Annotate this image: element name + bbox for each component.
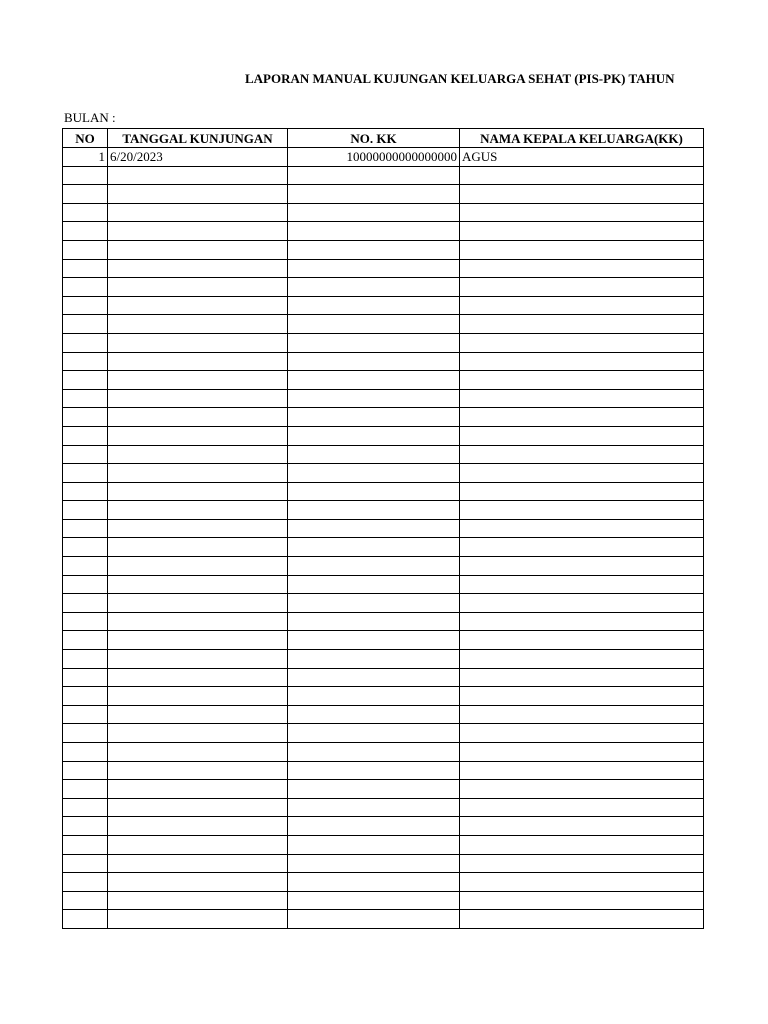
cell-no-kk xyxy=(288,910,460,929)
cell-nama xyxy=(460,296,704,315)
cell-no-kk xyxy=(288,631,460,650)
cell-tanggal xyxy=(108,240,288,259)
cell-no-kk xyxy=(288,240,460,259)
table-row xyxy=(63,185,704,204)
table-row xyxy=(63,148,704,167)
cell-no xyxy=(63,873,108,892)
cell-tanggal xyxy=(108,464,288,483)
table-header-row xyxy=(63,129,704,148)
cell-nama xyxy=(460,817,704,836)
cell-no xyxy=(63,780,108,799)
cell-nama xyxy=(460,538,704,557)
table-row xyxy=(63,631,704,650)
table-row xyxy=(63,296,704,315)
column-header-no: NO xyxy=(63,129,108,148)
cell-nama xyxy=(460,185,704,204)
cell-nama xyxy=(460,873,704,892)
cell-nama xyxy=(460,650,704,669)
table-row xyxy=(63,575,704,594)
cell-no-kk xyxy=(288,575,460,594)
cell-no-kk xyxy=(288,222,460,241)
table-row xyxy=(63,705,704,724)
cell-tanggal xyxy=(108,426,288,445)
table-row xyxy=(63,445,704,464)
cell-nama xyxy=(460,519,704,538)
cell-no xyxy=(63,352,108,371)
cell-no-kk xyxy=(288,724,460,743)
cell-tanggal xyxy=(108,650,288,669)
cell-no xyxy=(63,278,108,297)
cell-nama xyxy=(460,575,704,594)
table-row xyxy=(63,259,704,278)
cell-no-kk xyxy=(288,389,460,408)
table-row xyxy=(63,315,704,334)
table-row xyxy=(63,743,704,762)
cell-tanggal xyxy=(108,761,288,780)
visit-table xyxy=(62,128,704,929)
cell-no xyxy=(63,612,108,631)
table-row xyxy=(63,222,704,241)
table-row xyxy=(63,910,704,929)
cell-tanggal xyxy=(108,315,288,334)
cell-no-kk xyxy=(288,687,460,706)
cell-no xyxy=(63,835,108,854)
table-row xyxy=(63,761,704,780)
cell-tanggal xyxy=(108,501,288,520)
cell-tanggal xyxy=(108,445,288,464)
table-row xyxy=(63,166,704,185)
cell-tanggal xyxy=(108,259,288,278)
cell-no-kk xyxy=(288,203,460,222)
cell-tanggal xyxy=(108,222,288,241)
cell-nama xyxy=(460,743,704,762)
cell-tanggal xyxy=(108,854,288,873)
cell-nama xyxy=(460,259,704,278)
table-row xyxy=(63,687,704,706)
cell-no xyxy=(63,240,108,259)
cell-no xyxy=(63,705,108,724)
cell-no-kk xyxy=(288,743,460,762)
cell-nama xyxy=(460,798,704,817)
cell-tanggal xyxy=(108,538,288,557)
cell-no xyxy=(63,891,108,910)
cell-no-kk xyxy=(288,891,460,910)
cell-no xyxy=(63,557,108,576)
cell-no xyxy=(63,389,108,408)
cell-no xyxy=(63,259,108,278)
cell-tanggal xyxy=(108,185,288,204)
cell-no xyxy=(63,854,108,873)
table-row xyxy=(63,371,704,390)
table-row xyxy=(63,557,704,576)
cell-tanggal xyxy=(108,798,288,817)
cell-no-kk xyxy=(288,296,460,315)
column-header-no-kk: NO. KK xyxy=(288,129,460,148)
table-row xyxy=(63,873,704,892)
cell-no xyxy=(63,408,108,427)
cell-nama xyxy=(460,594,704,613)
cell-nama xyxy=(460,445,704,464)
cell-nama xyxy=(460,910,704,929)
table-row xyxy=(63,780,704,799)
table-row xyxy=(63,501,704,520)
table-row xyxy=(63,817,704,836)
cell-nama xyxy=(460,612,704,631)
table-row xyxy=(63,240,704,259)
cell-no-kk xyxy=(288,854,460,873)
cell-no-kk xyxy=(288,835,460,854)
cell-nama xyxy=(460,464,704,483)
report-title: LAPORAN MANUAL KUJUNGAN KELUARGA SEHAT (PIS-PK) TAHUN xyxy=(245,71,675,86)
table-row xyxy=(63,278,704,297)
cell-nama xyxy=(460,668,704,687)
cell-no xyxy=(63,501,108,520)
table-row xyxy=(63,464,704,483)
cell-no xyxy=(63,761,108,780)
column-header-nama: NAMA KEPALA KELUARGA(KK) xyxy=(460,129,704,148)
cell-no xyxy=(63,519,108,538)
cell-nama xyxy=(460,278,704,297)
cell-no-kk xyxy=(288,426,460,445)
cell-no xyxy=(63,445,108,464)
cell-no xyxy=(63,687,108,706)
cell-tanggal xyxy=(108,835,288,854)
cell-nama xyxy=(460,371,704,390)
cell-nama xyxy=(460,333,704,352)
cell-no-kk xyxy=(288,668,460,687)
cell-tanggal xyxy=(108,743,288,762)
cell-no-kk xyxy=(288,594,460,613)
cell-tanggal xyxy=(108,278,288,297)
cell-nama: AGUS xyxy=(460,148,704,167)
table-row xyxy=(63,482,704,501)
table-row xyxy=(63,203,704,222)
table-row xyxy=(63,798,704,817)
table-row xyxy=(63,519,704,538)
cell-no-kk xyxy=(288,445,460,464)
table-row xyxy=(63,594,704,613)
cell-no-kk xyxy=(288,817,460,836)
cell-nama xyxy=(460,222,704,241)
cell-tanggal xyxy=(108,612,288,631)
cell-no xyxy=(63,315,108,334)
table-row xyxy=(63,650,704,669)
cell-no xyxy=(63,538,108,557)
cell-tanggal xyxy=(108,687,288,706)
cell-tanggal xyxy=(108,631,288,650)
cell-no xyxy=(63,798,108,817)
cell-tanggal xyxy=(108,873,288,892)
cell-tanggal xyxy=(108,780,288,799)
cell-no-kk xyxy=(288,761,460,780)
cell-nama xyxy=(460,835,704,854)
cell-no-kk xyxy=(288,352,460,371)
table-row xyxy=(63,891,704,910)
cell-nama xyxy=(460,557,704,576)
cell-no xyxy=(63,631,108,650)
cell-no-kk xyxy=(288,166,460,185)
cell-tanggal xyxy=(108,817,288,836)
cell-no xyxy=(63,222,108,241)
cell-nama xyxy=(460,705,704,724)
cell-no-kk xyxy=(288,538,460,557)
table-row xyxy=(63,854,704,873)
cell-no-kk xyxy=(288,315,460,334)
cell-no-kk xyxy=(288,501,460,520)
cell-no xyxy=(63,594,108,613)
cell-tanggal xyxy=(108,371,288,390)
cell-no-kk xyxy=(288,185,460,204)
cell-no: 1 xyxy=(63,148,108,167)
month-label: BULAN : xyxy=(64,110,116,125)
cell-no-kk xyxy=(288,780,460,799)
cell-no-kk xyxy=(288,482,460,501)
table-row xyxy=(63,612,704,631)
cell-nama xyxy=(460,631,704,650)
cell-no-kk xyxy=(288,873,460,892)
cell-no-kk xyxy=(288,333,460,352)
cell-no-kk xyxy=(288,557,460,576)
cell-nama xyxy=(460,501,704,520)
cell-nama xyxy=(460,315,704,334)
cell-no xyxy=(63,426,108,445)
cell-nama xyxy=(460,482,704,501)
cell-nama xyxy=(460,408,704,427)
cell-nama xyxy=(460,780,704,799)
cell-nama xyxy=(460,240,704,259)
cell-no-kk xyxy=(288,464,460,483)
cell-no xyxy=(63,650,108,669)
column-header-tanggal: TANGGAL KUNJUNGAN xyxy=(108,129,288,148)
cell-no-kk: 10000000000000000 xyxy=(288,148,460,167)
cell-tanggal xyxy=(108,668,288,687)
cell-no xyxy=(63,333,108,352)
cell-no-kk xyxy=(288,705,460,724)
cell-tanggal xyxy=(108,203,288,222)
cell-tanggal xyxy=(108,891,288,910)
cell-no-kk xyxy=(288,371,460,390)
table-body xyxy=(63,148,704,929)
cell-tanggal: 6/20/2023 xyxy=(108,148,288,167)
cell-no xyxy=(63,575,108,594)
cell-nama xyxy=(460,352,704,371)
table-row xyxy=(63,389,704,408)
cell-no-kk xyxy=(288,650,460,669)
cell-no xyxy=(63,296,108,315)
cell-nama xyxy=(460,724,704,743)
cell-no xyxy=(63,203,108,222)
table-row xyxy=(63,408,704,427)
cell-no xyxy=(63,817,108,836)
cell-tanggal xyxy=(108,482,288,501)
cell-no-kk xyxy=(288,408,460,427)
cell-nama xyxy=(460,891,704,910)
cell-no xyxy=(63,166,108,185)
cell-no-kk xyxy=(288,612,460,631)
cell-no xyxy=(63,668,108,687)
cell-no xyxy=(63,185,108,204)
table-row xyxy=(63,668,704,687)
cell-no xyxy=(63,482,108,501)
cell-no xyxy=(63,910,108,929)
cell-tanggal xyxy=(108,594,288,613)
cell-tanggal xyxy=(108,352,288,371)
cell-tanggal xyxy=(108,519,288,538)
cell-tanggal xyxy=(108,557,288,576)
cell-nama xyxy=(460,166,704,185)
cell-nama xyxy=(460,426,704,445)
cell-nama xyxy=(460,854,704,873)
table-row xyxy=(63,835,704,854)
cell-tanggal xyxy=(108,705,288,724)
table-row xyxy=(63,333,704,352)
cell-tanggal xyxy=(108,333,288,352)
cell-no-kk xyxy=(288,798,460,817)
cell-no-kk xyxy=(288,519,460,538)
cell-tanggal xyxy=(108,910,288,929)
cell-tanggal xyxy=(108,408,288,427)
cell-tanggal xyxy=(108,724,288,743)
cell-nama xyxy=(460,761,704,780)
cell-tanggal xyxy=(108,296,288,315)
table-row xyxy=(63,724,704,743)
cell-nama xyxy=(460,389,704,408)
table-row xyxy=(63,352,704,371)
cell-nama xyxy=(460,687,704,706)
cell-no-kk xyxy=(288,278,460,297)
cell-tanggal xyxy=(108,575,288,594)
cell-no xyxy=(63,464,108,483)
cell-no-kk xyxy=(288,259,460,278)
table-row xyxy=(63,538,704,557)
cell-nama xyxy=(460,203,704,222)
cell-no xyxy=(63,371,108,390)
cell-no xyxy=(63,743,108,762)
cell-tanggal xyxy=(108,389,288,408)
cell-no xyxy=(63,724,108,743)
cell-tanggal xyxy=(108,166,288,185)
table-row xyxy=(63,426,704,445)
